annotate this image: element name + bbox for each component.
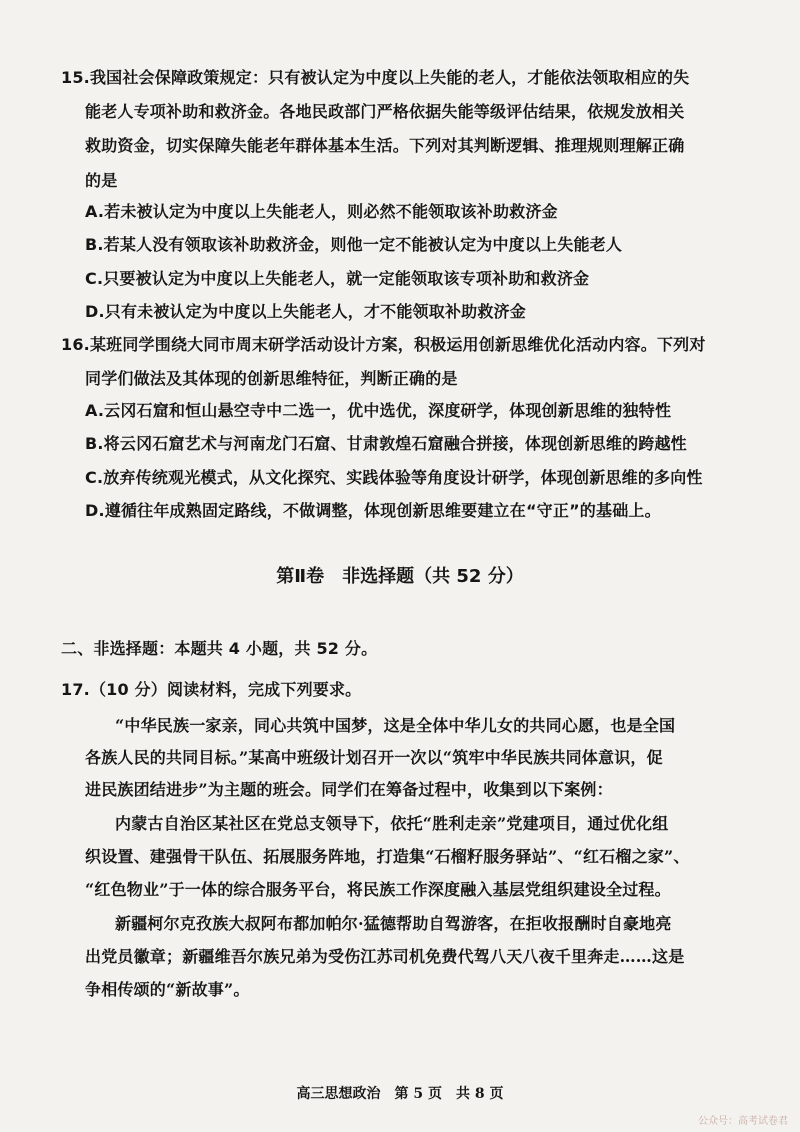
q15-stem-line2: 能老人专项补助和救济金。各地民政部门严格依据失能等级评估结果，依规发放相关	[85, 102, 685, 121]
section-title: 第Ⅱ卷 非选择题（共 52 分）	[276, 566, 524, 587]
page-footer: 高三思想政治 第 5 页 共 8 页	[296, 1086, 504, 1102]
q16-option-a: A.云冈石窟和恒山悬空寺中二选一，优中选优，深度研学，体现创新思维的独特性	[85, 401, 672, 420]
q17-material-line: 争相传颂的“新故事”。	[85, 980, 250, 999]
q17-material-line: “中华民族一家亲，同心共筑中国梦，这是全体中华儿女的共同心愿，也是全国	[115, 716, 676, 735]
q15-option-d: D.只有未被认定为中度以上失能老人，才不能领取补助救济金	[85, 302, 526, 321]
q17-material-line: 出党员徽章；新疆维吾尔族兄弟为受伤江苏司机免费代驾八天八夜千里奔走……这是	[85, 947, 685, 966]
q16-stem-line2: 同学们做法及其体现的创新思维特征，判断正确的是	[85, 369, 458, 388]
q16-option-d: D.遵循往年成熟固定路线，不做调整，体现创新思维要建立在“守正”的基础上。	[85, 501, 661, 520]
q15-option-c: C.只要被认定为中度以上失能老人，就一定能领取该专项补助和救济金	[85, 269, 590, 288]
q17-material-line: 各族人民的共同目标。”某高中班级计划召开一次以“筑牢中华民族共同体意识，促	[85, 748, 663, 767]
q17-material-line: 进民族团结进步”为主题的班会。同学们在筹备过程中，收集到以下案例：	[85, 780, 613, 799]
q16-option-c: C.放弃传统观光模式，从文化探究、实践体验等角度设计研学，体现创新思维的多向性	[85, 468, 703, 487]
q15-stem-line3: 救助资金，切实保障失能老年群体基本生活。下列对其判断逻辑、推理规则理解正确	[85, 136, 685, 155]
q17-material-line: 内蒙古自治区某社区在党总支领导下，依托“胜利走亲”党建项目，通过优化组	[115, 814, 669, 833]
q15-option-b: B.若某人没有领取该补助救济金，则他一定不能被认定为中度以上失能老人	[85, 235, 623, 254]
q15-stem-line1: 15.我国社会保障政策规定：只有被认定为中度以上失能的老人，才能依法领取相应的失	[61, 68, 690, 87]
part2-heading: 二、非选择题：本题共 4 小题，共 52 分。	[61, 639, 378, 658]
q15-stem-line4: 的是	[85, 171, 118, 190]
watermark-text: 公众号：高考试卷君	[698, 1116, 788, 1127]
q17-intro: 17.（10 分）阅读材料，完成下列要求。	[61, 680, 362, 699]
q17-material-line: 新疆柯尔克孜族大叔阿布都加帕尔·猛德帮助自驾游客，在拒收报酬时自豪地亮	[115, 914, 672, 933]
q15-option-a: A.若未被认定为中度以上失能老人，则必然不能领取该补助救济金	[85, 202, 558, 221]
q16-option-b: B.将云冈石窟艺术与河南龙门石窟、甘肃敦煌石窟融合拼接，体现创新思维的跨越性	[85, 434, 687, 453]
q17-material-line: “红色物业”于一体的综合服务平台，将民族工作深度融入基层党组织建设全过程。	[85, 880, 671, 899]
q17-material-line: 织设置、建强骨干队伍、拓展服务阵地，打造集“石榴籽服务驿站”、“红石榴之家”、	[85, 847, 690, 866]
q16-stem-line1: 16.某班同学围绕大同市周末研学活动设计方案，积极运用创新思维优化活动内容。下列对	[61, 335, 706, 354]
